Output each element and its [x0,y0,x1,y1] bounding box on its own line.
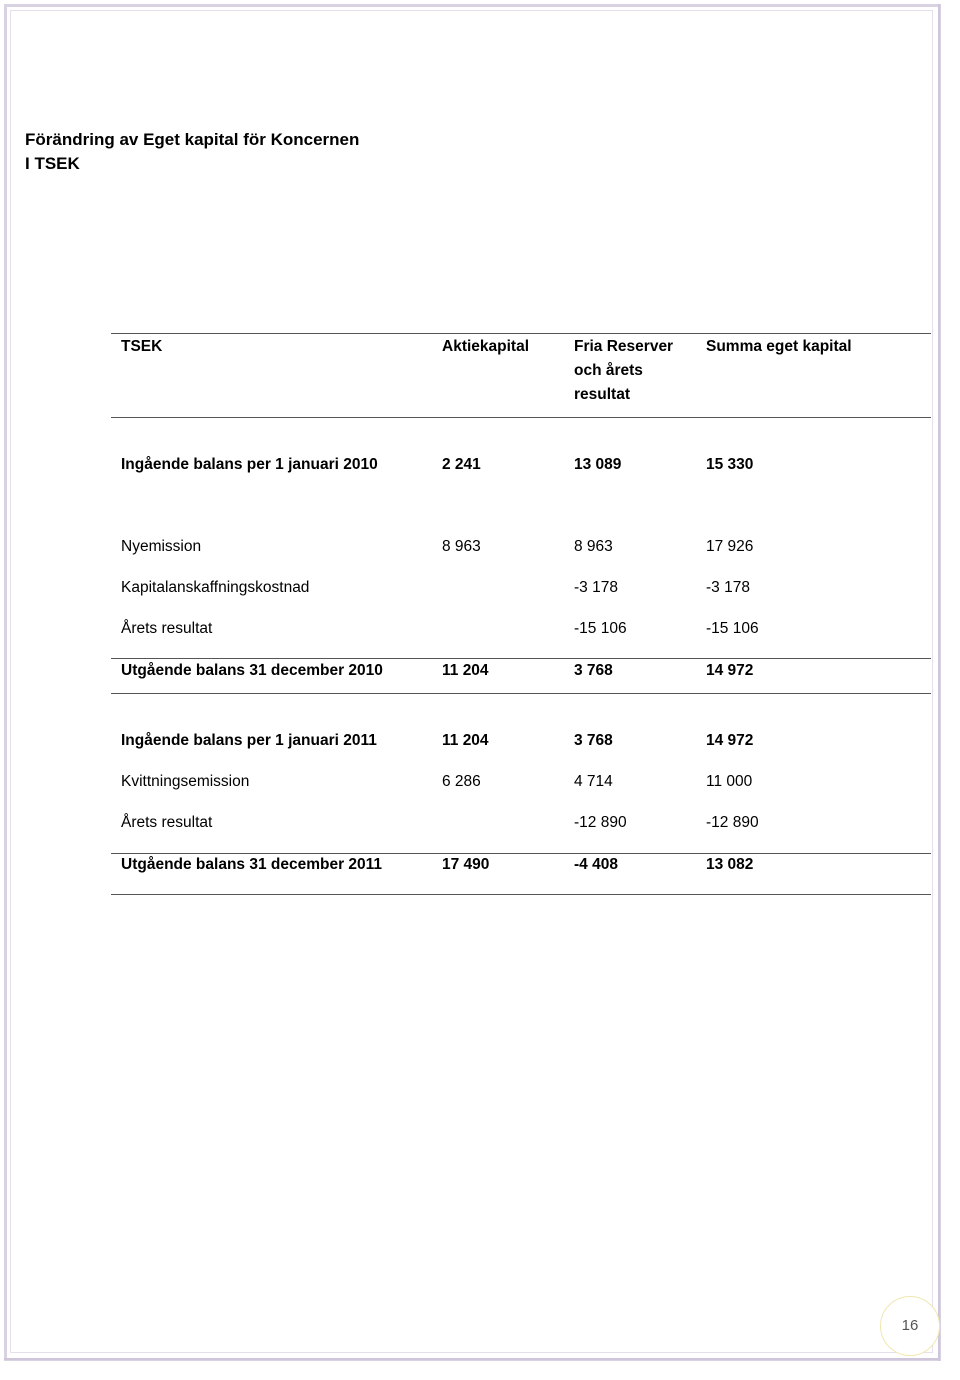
row-label: Kvittningsemission [121,773,250,790]
header-tsek: TSEK [121,338,163,355]
row-summa: 15 330 [706,456,754,473]
table-row [111,577,931,599]
table-rule-end-2010 [111,693,931,694]
table-row [111,660,931,682]
table-rule-subtotal-2010 [111,658,931,659]
row-label: Ingående balans per 1 januari 2010 [121,456,378,473]
page-title [25,128,359,176]
row-fria-reserver: 13 089 [574,456,622,473]
row-label: Utgående balans 31 december 2011 [121,856,383,873]
row-fria-reserver: -15 106 [574,620,627,637]
page-number: 16 [901,1317,919,1334]
header-summa-eget-kapital: Summa eget kapital [706,338,852,355]
table-row [111,771,931,793]
table-row [111,536,931,558]
page-shadow-bottom [4,1358,940,1360]
row-fria-reserver: 3 768 [574,732,613,749]
title-line-1: Förändring av Eget kapital för Koncernen [25,130,360,149]
page-number-badge [880,1296,940,1356]
header-fria-reserver [574,335,673,407]
row-fria-reserver: -3 178 [574,579,618,596]
header-fria-reserver-line-1: Fria Reserver [574,338,674,355]
row-summa: 17 926 [706,538,754,555]
title-line-2: I TSEK [25,154,80,173]
row-label: Utgående balans 31 december 2010 [121,662,383,679]
table-rule-header [111,417,931,418]
row-label: Årets resultat [121,814,213,831]
row-fria-reserver: -12 890 [574,814,627,831]
row-fria-reserver: 4 714 [574,773,613,790]
row-fria-reserver: -4 408 [574,856,618,873]
row-label: Årets resultat [121,620,213,637]
table-rule-top [111,333,931,334]
row-summa: 14 972 [706,662,754,679]
header-aktiekapital: Aktiekapital [442,338,530,355]
table-row [111,618,931,640]
row-summa: -12 890 [706,814,759,831]
row-aktiekapital: 17 490 [442,856,490,873]
row-fria-reserver: 8 963 [574,538,613,555]
row-summa: -3 178 [706,579,750,596]
row-aktiekapital: 11 204 [442,662,489,679]
row-summa: -15 106 [706,620,759,637]
table-row [111,854,931,876]
table-row [111,454,931,476]
row-aktiekapital: 8 963 [442,538,481,555]
table-rule-bottom [111,894,931,895]
row-label: Kapitalanskaffningskostnad [121,579,310,596]
table-row [111,730,931,752]
row-summa: 13 082 [706,856,754,873]
row-summa: 14 972 [706,732,754,749]
row-fria-reserver: 3 768 [574,662,613,679]
row-label: Nyemission [121,538,202,555]
row-aktiekapital: 2 241 [442,456,481,473]
page-shadow-right [938,4,940,1361]
header-fria-reserver-line-3: resultat [574,386,630,403]
header-fria-reserver-line-2: och årets [574,362,643,379]
row-summa: 11 000 [706,773,753,790]
row-aktiekapital: 11 204 [442,732,489,749]
row-label: Ingående balans per 1 januari 2011 [121,732,377,749]
table-row [111,812,931,834]
row-aktiekapital: 6 286 [442,773,481,790]
